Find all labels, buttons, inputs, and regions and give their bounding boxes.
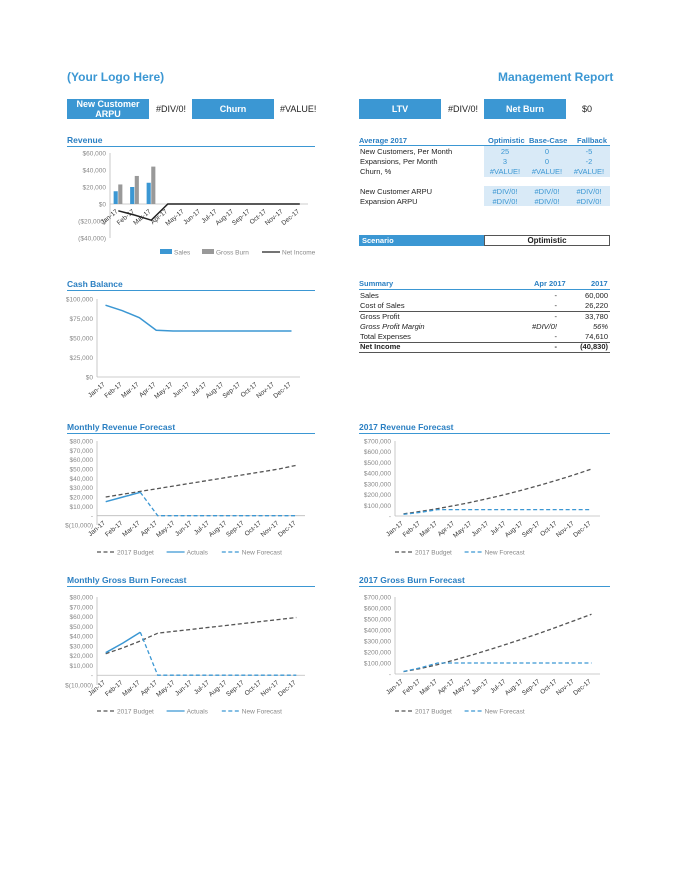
summary-row-label: Gross Profit Margin bbox=[360, 322, 425, 331]
x-tick-label: May-17 bbox=[155, 679, 177, 699]
x-tick-label: Feb-17 bbox=[401, 678, 422, 697]
scenario-label: Scenario bbox=[359, 235, 484, 246]
row-label: Churn, % bbox=[360, 167, 392, 176]
y-tick-label: $400,000 bbox=[363, 470, 391, 478]
y-tick-label: $0 bbox=[98, 201, 106, 209]
x-tick-label: May-17 bbox=[452, 520, 474, 540]
y-tick-label: $20,000 bbox=[69, 494, 93, 502]
x-tick-label: Dec-17 bbox=[572, 678, 593, 698]
summary-row-apr: #DIV/0! bbox=[531, 322, 557, 331]
x-tick-label: Aug-17 bbox=[503, 520, 525, 540]
kpi-ltv-value: #DIV/0! bbox=[448, 104, 479, 114]
x-tick-label: May-17 bbox=[153, 381, 175, 401]
x-tick-label: Dec-17 bbox=[280, 208, 302, 228]
series-line bbox=[140, 632, 296, 675]
y-tick-label: $20,000 bbox=[82, 184, 106, 192]
legend-label: Actuals bbox=[186, 708, 208, 716]
y-tick-label: $50,000 bbox=[69, 623, 93, 631]
legend-label: New Forecast bbox=[241, 549, 282, 557]
x-tick-label: May-17 bbox=[164, 208, 186, 228]
x-tick-label: Jun-17 bbox=[171, 381, 192, 400]
series-line bbox=[404, 614, 592, 671]
y-tick-label: $40,000 bbox=[82, 167, 106, 175]
y-tick-label: $10,000 bbox=[69, 662, 93, 670]
x-tick-label: May-17 bbox=[155, 519, 177, 540]
y-tick-label: $60,000 bbox=[69, 614, 93, 622]
x-tick-label: Oct-17 bbox=[239, 381, 259, 400]
x-tick-label: Jun-17 bbox=[470, 678, 491, 697]
x-tick-label: Jan-17 bbox=[385, 678, 405, 697]
row-value[interactable]: #DIV/0! bbox=[534, 197, 560, 206]
y-tick-label: $100,000 bbox=[363, 502, 391, 510]
y-tick-label: $30,000 bbox=[69, 485, 93, 493]
summary-row-label: Gross Profit bbox=[360, 312, 400, 321]
row-value[interactable]: #VALUE! bbox=[489, 167, 521, 176]
x-tick-label: Jan-17 bbox=[87, 679, 107, 698]
row-value[interactable]: -2 bbox=[585, 157, 593, 166]
y-tick-label: $700,000 bbox=[363, 438, 391, 446]
legend-label: 2017 Budget bbox=[415, 708, 452, 716]
x-tick-label: Jan-17 bbox=[99, 208, 120, 227]
cash-chart-title: Cash Balance bbox=[67, 279, 123, 289]
y-tick-label: $20,000 bbox=[69, 653, 93, 661]
x-tick-label: Aug-17 bbox=[207, 519, 229, 539]
y-tick-label: $600,000 bbox=[363, 449, 391, 457]
x-tick-label: Jun-17 bbox=[173, 679, 194, 698]
kpi-net-burn-label: Net Burn bbox=[484, 99, 566, 119]
x-tick-label: Aug-17 bbox=[214, 208, 236, 228]
series-line bbox=[106, 465, 297, 497]
bar bbox=[135, 176, 139, 204]
series-line bbox=[140, 492, 296, 515]
row-value[interactable]: #VALUE! bbox=[573, 167, 605, 176]
y-tick-label: $400,000 bbox=[363, 627, 391, 635]
row-value[interactable]: #DIV/0! bbox=[576, 187, 602, 196]
row-value[interactable]: 0 bbox=[544, 147, 550, 156]
x-tick-label: Apr-17 bbox=[149, 208, 170, 227]
x-tick-label: Apr-17 bbox=[139, 519, 159, 538]
col-fallback-header: Fallback bbox=[577, 136, 608, 145]
x-tick-label: Oct-17 bbox=[539, 678, 559, 697]
bar bbox=[118, 184, 122, 204]
mrf-chart-title: Monthly Revenue Forecast bbox=[67, 422, 176, 432]
legend-label: New Forecast bbox=[484, 549, 525, 557]
x-tick-label: Jan-17 bbox=[87, 381, 107, 400]
row-value[interactable]: 0 bbox=[544, 157, 550, 166]
gbf2017-chart-title: 2017 Gross Burn Forecast bbox=[359, 575, 465, 585]
kpi-ltv-label: LTV bbox=[359, 99, 441, 119]
row-value[interactable]: #DIV/0! bbox=[492, 197, 518, 206]
x-tick-label: Mar-17 bbox=[120, 381, 141, 400]
x-tick-label: Dec-17 bbox=[572, 520, 593, 540]
x-tick-label: Mar-17 bbox=[132, 208, 153, 227]
x-tick-label: Feb-17 bbox=[103, 519, 125, 539]
revenue-chart-title: Revenue bbox=[67, 135, 103, 145]
x-tick-label: Aug-17 bbox=[207, 679, 229, 699]
y-tick-label: $100,000 bbox=[363, 660, 391, 668]
x-tick-label: May-17 bbox=[452, 678, 474, 698]
x-tick-label: Nov-17 bbox=[259, 679, 281, 699]
y-tick-label: $50,000 bbox=[69, 335, 93, 343]
kpi-churn-label: Churn bbox=[192, 99, 274, 119]
summary-row-2017: (40,830) bbox=[580, 342, 608, 351]
row-label: New Customer ARPU bbox=[360, 187, 433, 196]
y-tick-label: $10,000 bbox=[69, 503, 93, 511]
x-tick-label: Jan-17 bbox=[385, 520, 405, 539]
legend-label: Gross Burn bbox=[216, 249, 249, 257]
summary-row-label: Total Expenses bbox=[360, 332, 411, 341]
summary-row-2017: 60,000 bbox=[585, 291, 608, 300]
summary-row-apr: - bbox=[554, 301, 557, 310]
x-tick-label: Feb-17 bbox=[103, 679, 125, 699]
revenue-forecast-2017-chart bbox=[364, 439, 600, 557]
x-tick-label: Mar-17 bbox=[121, 679, 142, 698]
y-tick-label: $200,000 bbox=[363, 649, 391, 657]
y-tick-label: $70,000 bbox=[69, 447, 93, 455]
x-tick-label: Dec-17 bbox=[272, 381, 293, 401]
bar bbox=[130, 187, 134, 204]
summary-row-2017: 26,220 bbox=[585, 301, 608, 310]
x-tick-label: Nov-17 bbox=[255, 381, 276, 401]
row-value[interactable]: 25 bbox=[500, 147, 510, 156]
x-tick-label: Sep-17 bbox=[221, 381, 243, 401]
summary-row-label: Sales bbox=[360, 291, 379, 300]
x-tick-label: Jul-17 bbox=[200, 208, 219, 225]
series-line bbox=[106, 632, 141, 653]
row-value[interactable]: -5 bbox=[585, 147, 593, 156]
y-tick-label: $600,000 bbox=[363, 605, 391, 613]
summary-row-label: Net Income bbox=[360, 342, 401, 351]
summary-row-apr: - bbox=[554, 312, 557, 321]
x-tick-label: Aug-17 bbox=[204, 381, 226, 401]
y-tick-label: $80,000 bbox=[69, 438, 93, 446]
y-tick-label: $50,000 bbox=[69, 466, 93, 474]
series-line bbox=[404, 469, 592, 514]
legend-label: 2017 Budget bbox=[117, 549, 154, 557]
x-tick-label: Nov-17 bbox=[555, 520, 576, 540]
monthly-revenue-forecast-chart bbox=[65, 439, 305, 557]
x-tick-label: Sep-17 bbox=[225, 519, 246, 539]
row-value[interactable]: 3 bbox=[502, 157, 508, 166]
legend-swatch bbox=[160, 249, 172, 254]
y-tick-label: $40,000 bbox=[69, 633, 93, 641]
y-tick-label: $100,000 bbox=[65, 296, 93, 304]
x-tick-label: Mar-17 bbox=[418, 520, 439, 539]
y-tick-label: ($40,000) bbox=[78, 235, 106, 243]
mgbf-chart-title: Monthly Gross Burn Forecast bbox=[67, 575, 187, 585]
y-tick-label: $25,000 bbox=[69, 355, 93, 362]
gross-burn-forecast-2017-chart bbox=[364, 595, 600, 716]
monthly-gross-burn-forecast-chart bbox=[65, 595, 305, 716]
summary-col-2017-header: 2017 bbox=[591, 279, 608, 288]
x-tick-label: Nov-17 bbox=[263, 208, 285, 228]
row-value[interactable]: #DIV/0! bbox=[576, 197, 602, 206]
legend-label: Actuals bbox=[186, 549, 208, 557]
y-tick-label: $300,000 bbox=[363, 638, 391, 646]
x-tick-label: Sep-17 bbox=[225, 679, 246, 699]
summary-row-2017: 33,780 bbox=[585, 312, 608, 321]
summary-row-2017: 74,610 bbox=[585, 332, 608, 341]
y-tick-label: $200,000 bbox=[363, 492, 391, 500]
x-tick-label: Jul-17 bbox=[192, 519, 211, 537]
legend-label: 2017 Budget bbox=[117, 708, 154, 716]
y-tick-label: $75,000 bbox=[69, 316, 93, 323]
x-tick-label: Mar-17 bbox=[121, 519, 142, 539]
x-tick-label: Jul-17 bbox=[192, 679, 211, 697]
row-label: New Customers, Per Month bbox=[360, 147, 453, 156]
x-tick-label: Sep-17 bbox=[520, 678, 542, 698]
report-title: Management Report bbox=[498, 70, 614, 84]
y-tick-label: - bbox=[90, 513, 93, 521]
series-line bbox=[404, 663, 592, 672]
logo-placeholder: (Your Logo Here) bbox=[67, 70, 165, 84]
kpi-churn-value: #VALUE! bbox=[280, 104, 317, 114]
x-tick-label: Nov-17 bbox=[555, 678, 576, 698]
y-tick-label: $30,000 bbox=[69, 643, 93, 651]
kpi-new-customer-arpu-label: New Customer ARPU bbox=[67, 99, 149, 119]
y-tick-label: $0 bbox=[85, 374, 93, 382]
x-tick-label: Jun-17 bbox=[470, 520, 491, 539]
summary-row-apr: - bbox=[554, 342, 557, 351]
scenario-select[interactable]: Optimistic bbox=[484, 235, 610, 246]
x-tick-label: Aug-17 bbox=[503, 678, 525, 698]
x-tick-label: Jan-17 bbox=[87, 519, 107, 538]
x-tick-label: Apr-17 bbox=[436, 520, 457, 539]
y-tick-label: $80,000 bbox=[69, 594, 93, 602]
series-line bbox=[106, 492, 141, 501]
y-tick-label: ($20,000) bbox=[78, 218, 106, 226]
series-line bbox=[106, 305, 292, 331]
x-tick-label: Oct-17 bbox=[243, 679, 263, 698]
x-tick-label: Apr-17 bbox=[138, 381, 158, 400]
y-tick-label: - bbox=[388, 671, 391, 679]
rf2017-chart-title: 2017 Revenue Forecast bbox=[359, 422, 454, 432]
col-base-case-header: Base-Case bbox=[529, 136, 568, 145]
x-tick-label: Jun-17 bbox=[182, 208, 203, 227]
row-label: Expansion ARPU bbox=[360, 197, 418, 206]
col-optimistic-header: Optimistic bbox=[488, 136, 525, 145]
bar bbox=[114, 191, 118, 204]
kpi-new-customer-arpu-value: #DIV/0! bbox=[156, 104, 187, 114]
x-tick-label: Jul-17 bbox=[489, 678, 508, 695]
bar bbox=[147, 183, 151, 204]
bar bbox=[151, 167, 155, 204]
y-tick-label: $300,000 bbox=[363, 481, 391, 489]
legend-label: 2017 Budget bbox=[415, 549, 452, 557]
y-tick-label: $500,000 bbox=[363, 616, 391, 624]
x-tick-label: Dec-17 bbox=[277, 519, 298, 539]
summary-row-2017: 56% bbox=[592, 322, 608, 331]
x-tick-label: Sep-17 bbox=[520, 520, 542, 540]
series-line bbox=[404, 510, 592, 515]
row-label: Expansions, Per Month bbox=[360, 157, 438, 166]
y-tick-label: $700,000 bbox=[363, 594, 391, 602]
y-tick-label: $60,000 bbox=[69, 457, 93, 465]
x-tick-label: Dec-17 bbox=[277, 679, 298, 699]
x-tick-label: Feb-17 bbox=[103, 381, 124, 400]
kpi-net-burn-value: $0 bbox=[582, 104, 593, 114]
legend-label: Sales bbox=[174, 249, 191, 257]
row-value[interactable]: #DIV/0! bbox=[492, 187, 518, 196]
row-value[interactable]: #DIV/0! bbox=[534, 187, 560, 196]
x-tick-label: Nov-17 bbox=[259, 519, 281, 539]
cash-balance-chart bbox=[66, 297, 300, 401]
row-value[interactable]: #VALUE! bbox=[531, 167, 563, 176]
x-tick-label: Oct-17 bbox=[243, 519, 263, 538]
y-tick-label: $70,000 bbox=[69, 604, 93, 612]
revenue-chart bbox=[78, 151, 315, 257]
x-tick-label: Oct-17 bbox=[248, 208, 269, 227]
assumptions-title: Average 2017 bbox=[359, 136, 408, 145]
x-tick-label: Oct-17 bbox=[539, 520, 559, 539]
legend-label: New Forecast bbox=[241, 708, 282, 716]
x-tick-label: Feb-17 bbox=[115, 208, 137, 227]
y-tick-label: - bbox=[388, 513, 391, 521]
x-tick-label: Sep-17 bbox=[230, 208, 252, 228]
legend-label: New Forecast bbox=[484, 708, 525, 716]
x-tick-label: Apr-17 bbox=[139, 679, 159, 698]
x-tick-label: Jun-17 bbox=[173, 519, 194, 538]
x-tick-label: Apr-17 bbox=[436, 678, 457, 697]
y-tick-label: - bbox=[90, 672, 93, 680]
y-tick-label: $(10,000) bbox=[65, 522, 93, 530]
x-tick-label: Jul-17 bbox=[190, 381, 209, 398]
y-tick-label: $(10,000) bbox=[65, 682, 93, 690]
summary-row-apr: - bbox=[554, 291, 557, 300]
y-tick-label: $40,000 bbox=[69, 475, 93, 483]
summary-col-apr-header: Apr 2017 bbox=[534, 279, 566, 288]
y-tick-label: $500,000 bbox=[363, 459, 391, 467]
legend-swatch bbox=[202, 249, 214, 254]
summary-row-label: Cost of Sales bbox=[360, 301, 405, 310]
y-tick-label: $60,000 bbox=[82, 150, 106, 158]
x-tick-label: Mar-17 bbox=[418, 678, 439, 697]
x-tick-label: Feb-17 bbox=[401, 520, 422, 539]
summary-title: Summary bbox=[359, 279, 394, 288]
legend-label: Net Income bbox=[282, 249, 316, 257]
summary-row-apr: - bbox=[554, 332, 557, 341]
x-tick-label: Jul-17 bbox=[489, 520, 508, 537]
